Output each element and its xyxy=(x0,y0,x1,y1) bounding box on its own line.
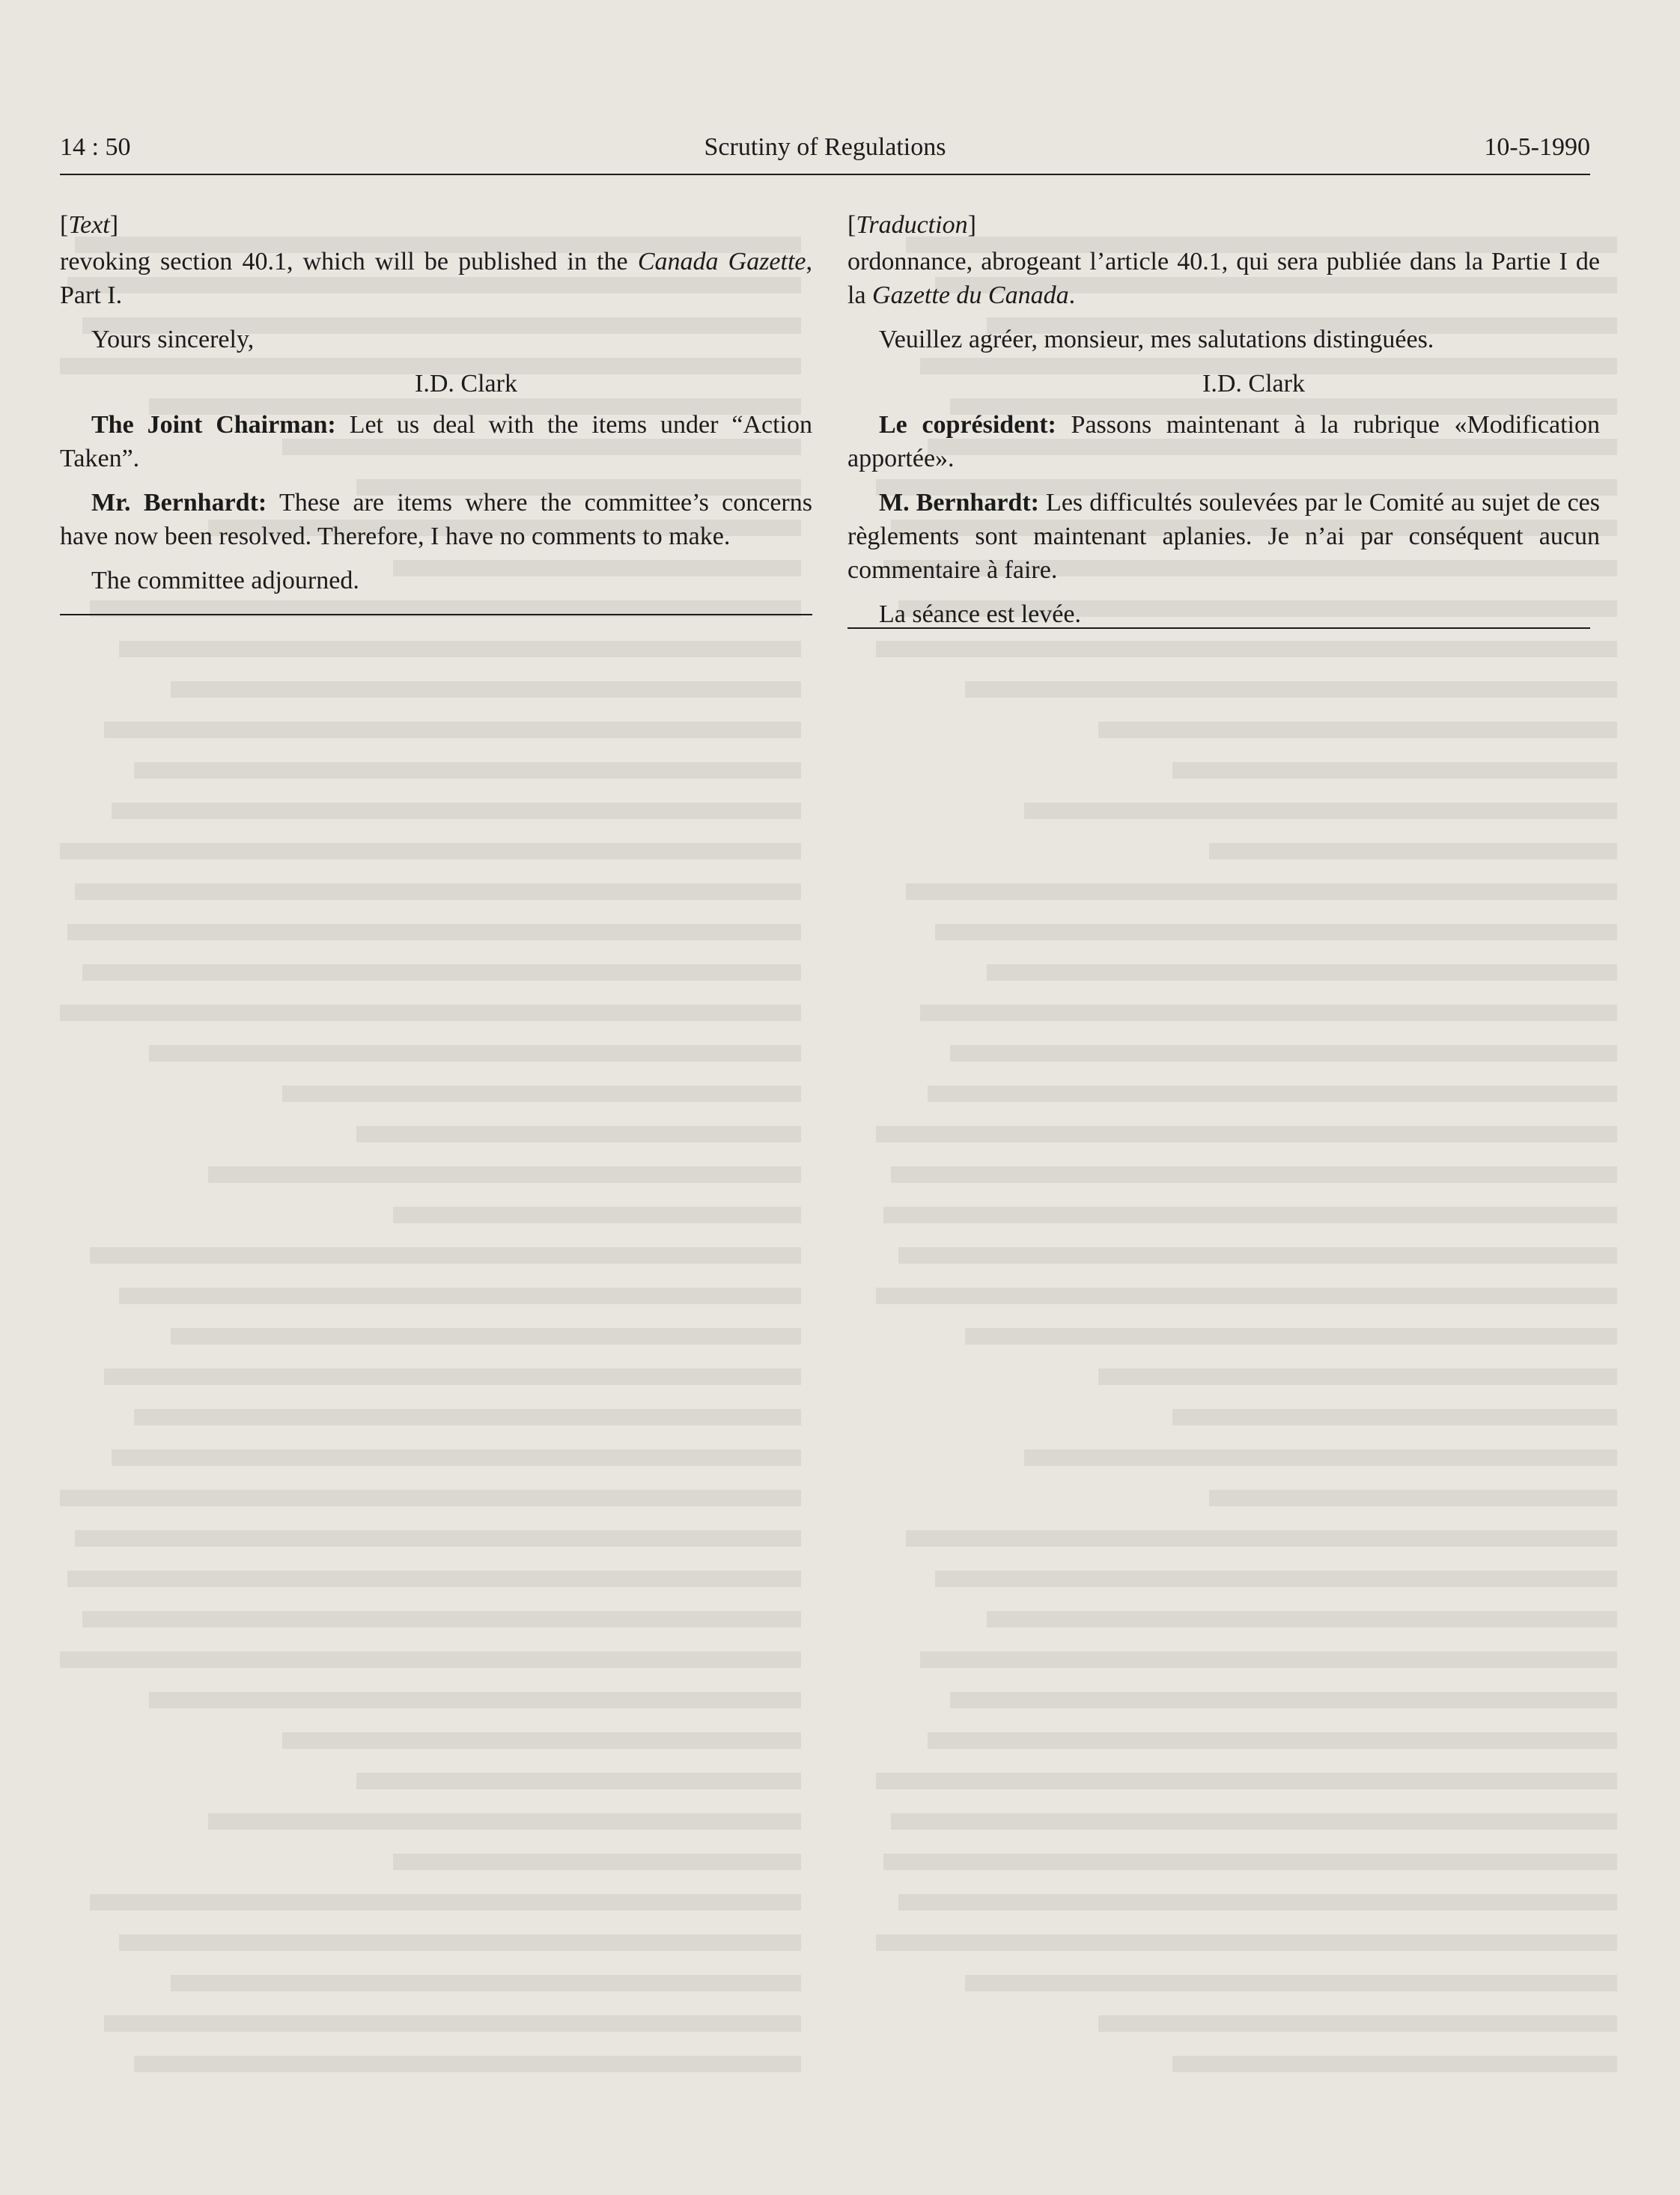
letter-paragraph: ordonnance, abrogeant l’article 40.1, qui sera publiée dans la Partie I de la Gazette du Canada. xyxy=(847,248,1600,309)
show-through-line xyxy=(60,2003,801,2044)
show-through-line xyxy=(60,1882,801,1922)
show-through-line xyxy=(60,1074,801,1114)
show-through-line xyxy=(60,629,801,669)
show-through-line xyxy=(60,1276,801,1316)
show-through-line xyxy=(876,1842,1617,1882)
show-through-line xyxy=(876,2003,1617,2044)
show-through-line xyxy=(60,1801,801,1842)
show-through-line xyxy=(60,1720,801,1761)
show-through-line xyxy=(876,1963,1617,2003)
show-through-line xyxy=(60,1640,801,1680)
letter-signature: I.D. Clark xyxy=(1202,370,1305,398)
show-through-line xyxy=(60,1559,801,1599)
show-through-line xyxy=(60,1599,801,1640)
show-through-line xyxy=(876,1033,1617,1074)
show-through-line xyxy=(60,871,801,912)
show-through-line xyxy=(876,629,1617,669)
show-through-line xyxy=(876,1680,1617,1720)
letter-closing: Veuillez agréer, monsieur, mes salutations distinguées. xyxy=(879,326,1434,353)
adjournment-note: La séance est levée. xyxy=(879,600,1081,628)
adjournment-note: The committee adjourned. xyxy=(91,567,359,594)
show-through-line xyxy=(60,1518,801,1559)
show-through-line xyxy=(876,1276,1617,1316)
column-end-rule xyxy=(60,614,812,615)
show-through-line xyxy=(876,1559,1617,1599)
show-through-line xyxy=(876,791,1617,831)
show-through-line xyxy=(60,1842,801,1882)
show-through-line xyxy=(876,1316,1617,1357)
running-title: Scrutiny of Regulations xyxy=(704,133,946,161)
show-through-line xyxy=(876,1235,1617,1276)
show-through-line xyxy=(876,1801,1617,1842)
show-through-line xyxy=(876,1357,1617,1397)
show-through-line xyxy=(876,1922,1617,1963)
show-through-line xyxy=(876,669,1617,710)
header-rule xyxy=(60,174,1590,175)
show-through-line xyxy=(876,831,1617,871)
show-through-line xyxy=(60,993,801,1033)
speech-cochairman: Le coprésident: Passons maintenant à la rubrique «Modification apportée». xyxy=(847,411,1600,472)
show-through-line xyxy=(876,993,1617,1033)
show-through-line xyxy=(876,1882,1617,1922)
show-through-line xyxy=(876,1114,1617,1154)
letter-paragraph: revoking section 40.1, which will be published in the Canada Gazette, Part I. xyxy=(60,248,813,309)
show-through-line xyxy=(876,1761,1617,1801)
show-through-line xyxy=(876,952,1617,993)
show-through-line xyxy=(60,912,801,952)
show-through-line xyxy=(876,1397,1617,1437)
show-through-line xyxy=(876,1437,1617,1478)
page-header xyxy=(60,133,1590,171)
french-column xyxy=(847,208,1600,631)
show-through-line xyxy=(876,1518,1617,1559)
show-through-line xyxy=(876,912,1617,952)
header-date: 10-5-1990 xyxy=(1484,133,1590,161)
show-through-line xyxy=(60,1437,801,1478)
speech-joint-chairman: The Joint Chairman: Let us deal with the items under “Action Taken”. xyxy=(60,411,812,472)
show-through-line xyxy=(60,1357,801,1397)
show-through-line xyxy=(60,791,801,831)
show-through-line xyxy=(60,1680,801,1720)
show-through-line xyxy=(60,1397,801,1437)
english-column xyxy=(60,208,812,597)
show-through-line xyxy=(876,710,1617,750)
show-through-line xyxy=(60,1235,801,1276)
show-through-line xyxy=(876,750,1617,791)
show-through-line xyxy=(876,1074,1617,1114)
show-through-line xyxy=(60,1761,801,1801)
column-tag: [Traduction] xyxy=(847,211,976,239)
show-through-line xyxy=(60,2044,801,2084)
column-end-rule xyxy=(847,627,1590,629)
show-through-line xyxy=(876,2044,1617,2084)
show-through-line xyxy=(60,1114,801,1154)
show-through-line xyxy=(60,1316,801,1357)
show-through-line xyxy=(60,952,801,993)
speech-bernhardt: Mr. Bernhardt: These are items where the committee’s concerns have now been resolved. Therefore, I have no comments to make. xyxy=(60,489,812,550)
show-through-line xyxy=(60,750,801,791)
letter-closing: Yours sincerely, xyxy=(91,326,255,353)
show-through-line xyxy=(876,1195,1617,1235)
show-through-line xyxy=(876,1154,1617,1195)
show-through-line xyxy=(60,1195,801,1235)
show-through-line xyxy=(876,1640,1617,1680)
show-through-line xyxy=(60,669,801,710)
show-through-line xyxy=(60,831,801,871)
show-through-line xyxy=(60,1478,801,1518)
show-through-line xyxy=(876,871,1617,912)
show-through-line xyxy=(876,1478,1617,1518)
page-reference: 14 : 50 xyxy=(60,133,131,161)
letter-signature: I.D. Clark xyxy=(415,370,517,398)
column-tag: [Text] xyxy=(60,211,119,239)
speech-bernhardt: M. Bernhardt: Les difficultés soulevées par le Comité au sujet de ces règlements sont maintenant aplanies. Je n’ai par conséquent aucun commentaire à faire. xyxy=(847,489,1600,584)
show-through-line xyxy=(60,1963,801,2003)
show-through-line xyxy=(60,710,801,750)
show-through-line xyxy=(876,1720,1617,1761)
show-through-line xyxy=(876,1599,1617,1640)
show-through-line xyxy=(60,1922,801,1963)
show-through-line xyxy=(60,1033,801,1074)
show-through-line xyxy=(60,1154,801,1195)
